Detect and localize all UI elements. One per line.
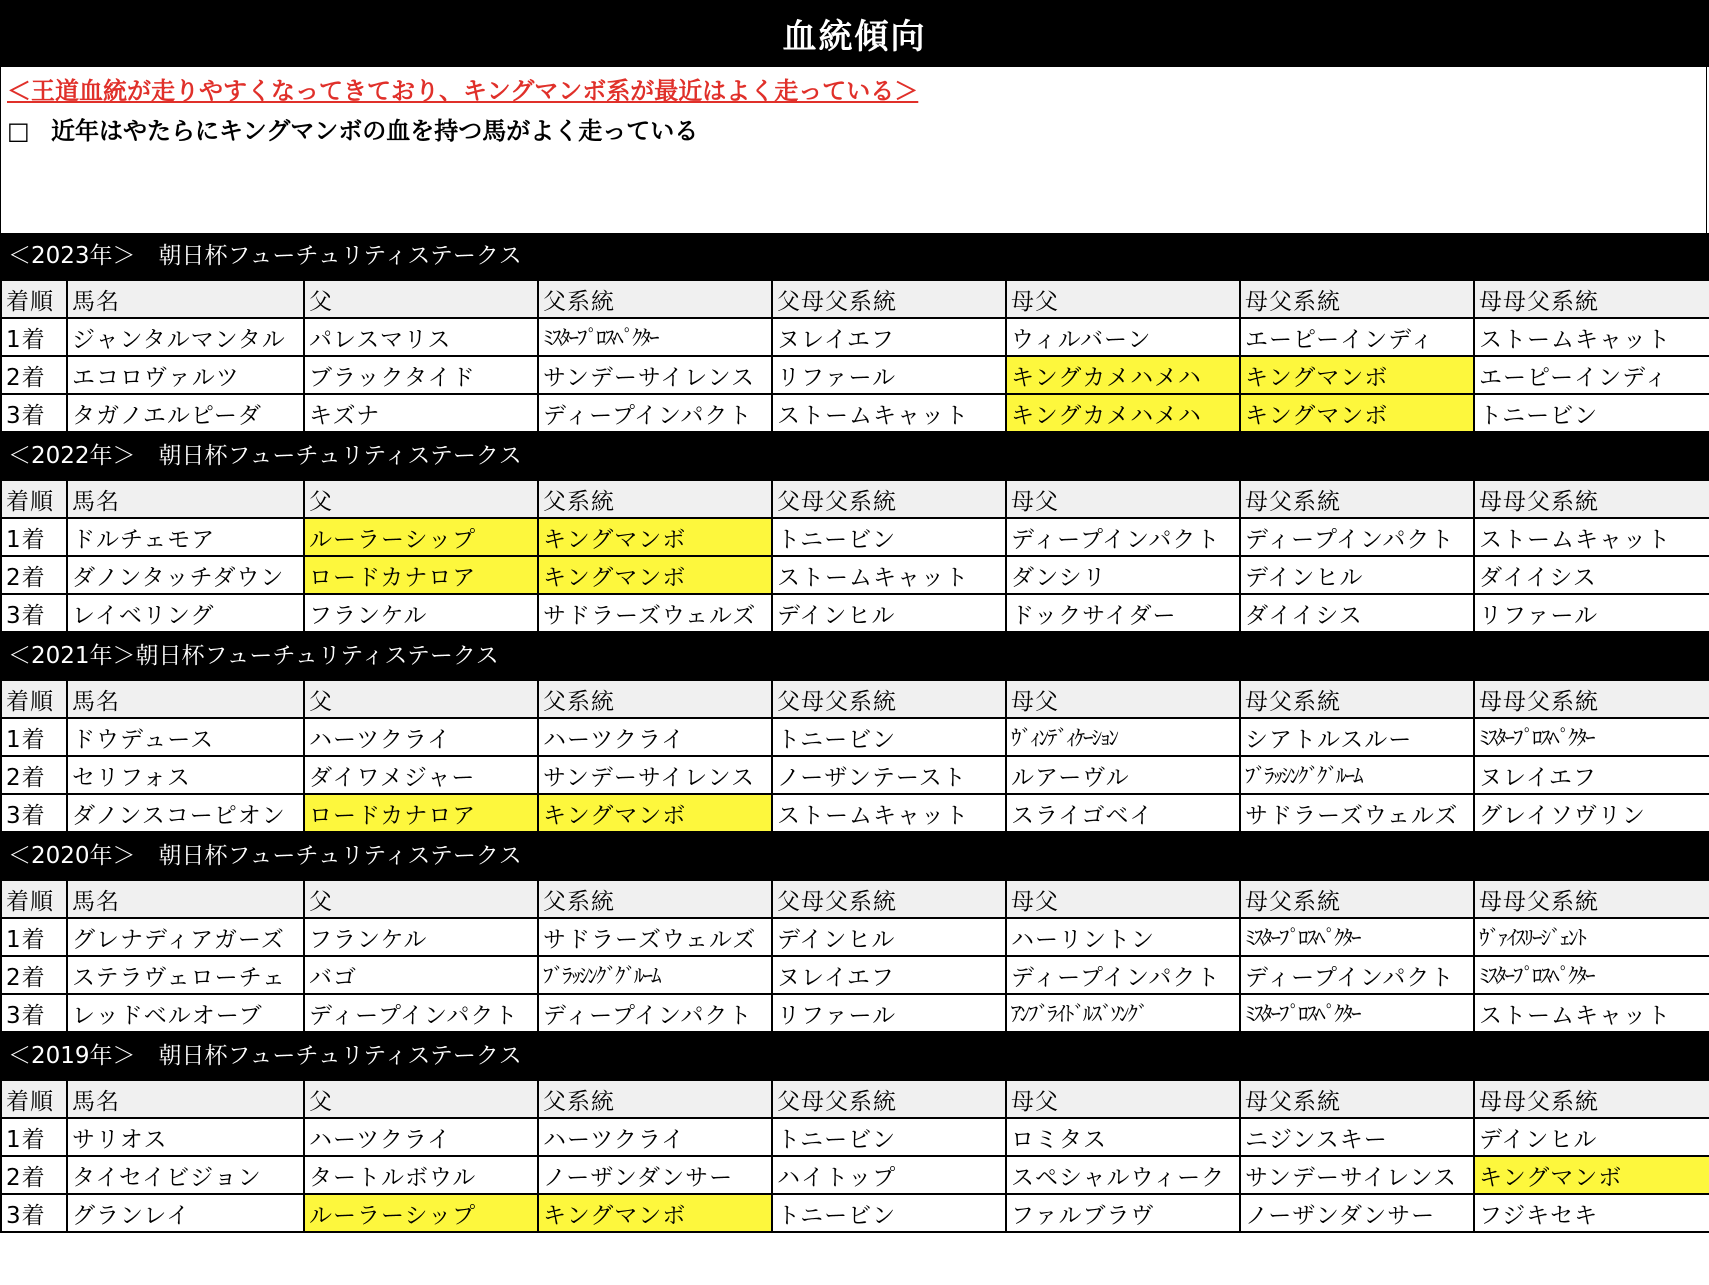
table-cell: リファール: [772, 994, 1006, 1032]
table-cell: ハーツクライ: [304, 718, 538, 756]
table-row: [1, 318, 1709, 356]
table-cell: ヌレイエフ: [772, 318, 1006, 356]
table-cell: キングマンボ: [538, 518, 772, 556]
column-header: 母母父系統: [1474, 480, 1709, 518]
table-row: [1, 994, 1709, 1032]
table-cell: ストームキャット: [772, 394, 1006, 432]
rank-cell: 3着: [1, 594, 67, 632]
table-cell: リファール: [772, 356, 1006, 394]
column-header: 父: [304, 680, 538, 718]
column-header: 父系統: [538, 680, 772, 718]
column-header: 馬名: [67, 880, 304, 918]
table-cell: セリフォス: [67, 756, 304, 794]
table-cell: ﾐｽﾀｰﾌﾟﾛｽﾍﾟｸﾀｰ: [1474, 956, 1709, 994]
column-header: 母父系統: [1240, 680, 1474, 718]
column-header: 着順: [1, 480, 67, 518]
table-cell: サドラーズウェルズ: [538, 918, 772, 956]
column-header: 母父系統: [1240, 880, 1474, 918]
results-table: [0, 479, 1709, 633]
table-cell: スペシャルウィーク: [1006, 1156, 1240, 1194]
table-cell: ルーラーシップ: [304, 518, 538, 556]
table-cell: ダノンタッチダウン: [67, 556, 304, 594]
table-cell: サンデーサイレンス: [538, 356, 772, 394]
column-header: 母父系統: [1240, 480, 1474, 518]
table-cell: トニービン: [1474, 394, 1709, 432]
table-cell: ハーツクライ: [538, 1118, 772, 1156]
table-row: [1, 518, 1709, 556]
column-header: 母父: [1006, 480, 1240, 518]
table-cell: ファルブラヴ: [1006, 1194, 1240, 1232]
table-cell: キングマンボ: [538, 794, 772, 832]
table-cell: キングマンボ: [1240, 356, 1474, 394]
table-cell: ｳﾞｨﾝﾃﾞｨｹｰｼｮﾝ: [1006, 718, 1240, 756]
column-header: 馬名: [67, 1080, 304, 1118]
table-cell: ストームキャット: [1474, 318, 1709, 356]
column-header: 母父: [1006, 880, 1240, 918]
rank-cell: 1着: [1, 518, 67, 556]
table-cell: フランケル: [304, 594, 538, 632]
table-cell: サリオス: [67, 1118, 304, 1156]
table-row: [1, 356, 1709, 394]
page-title: 血統傾向: [0, 0, 1709, 67]
column-header: 母父: [1006, 1080, 1240, 1118]
header-row: [1, 280, 1709, 318]
table-cell: ストームキャット: [1474, 518, 1709, 556]
rank-cell: 3着: [1, 994, 67, 1032]
rank-cell: 3着: [1, 394, 67, 432]
headline: ＜王道血統が走りやすくなってきており、キングマンボ系が最近はよく走っている＞: [7, 77, 919, 105]
table-row: [1, 556, 1709, 594]
table-cell: ステラヴェローチェ: [67, 956, 304, 994]
table-cell: レイベリング: [67, 594, 304, 632]
column-header: 父: [304, 480, 538, 518]
column-header: 母父系統: [1240, 280, 1474, 318]
table-cell: グレイソヴリン: [1474, 794, 1709, 832]
column-header: 馬名: [67, 480, 304, 518]
section-heading: ＜2022年＞ 朝日杯フューチュリティステークス: [0, 433, 1709, 479]
results-table: [0, 879, 1709, 1033]
column-header: 父: [304, 1080, 538, 1118]
table-cell: ダイイシス: [1474, 556, 1709, 594]
table-cell: ディープインパクト: [538, 394, 772, 432]
checkbox-icon: □: [7, 117, 30, 145]
table-cell: ﾌﾞﾗｯｼﾝｸﾞｸﾞﾙｰﾑ: [1240, 756, 1474, 794]
header-row: [1, 480, 1709, 518]
table-cell: エーピーインディ: [1474, 356, 1709, 394]
table-cell: リファール: [1474, 594, 1709, 632]
table-cell: ウィルバーン: [1006, 318, 1240, 356]
table-cell: キングマンボ: [538, 556, 772, 594]
table-row: [1, 918, 1709, 956]
table-cell: ノーザンテースト: [772, 756, 1006, 794]
header-row: [1, 880, 1709, 918]
table-row: [1, 1118, 1709, 1156]
table-cell: パレスマリス: [304, 318, 538, 356]
table-cell: キングカメハメハ: [1006, 394, 1240, 432]
table-cell: ブラックタイド: [304, 356, 538, 394]
table-cell: ドックサイダー: [1006, 594, 1240, 632]
table-cell: ルーラーシップ: [304, 1194, 538, 1232]
table-cell: ストームキャット: [1474, 994, 1709, 1032]
table-row: [1, 794, 1709, 832]
column-header: 父系統: [538, 1080, 772, 1118]
note-text: 近年はやたらにキングマンボの血を持つ馬がよく走っている: [51, 117, 699, 145]
rank-cell: 2着: [1, 556, 67, 594]
table-cell: ディープインパクト: [1240, 518, 1474, 556]
table-cell: ドルチェモア: [67, 518, 304, 556]
rank-cell: 1着: [1, 1118, 67, 1156]
rank-cell: 1着: [1, 918, 67, 956]
section-heading: ＜2019年＞ 朝日杯フューチュリティステークス: [0, 1033, 1709, 1079]
section-heading: ＜2020年＞ 朝日杯フューチュリティステークス: [0, 833, 1709, 879]
table-cell: ｱﾝﾌﾞﾗｲﾄﾞﾙｽﾞｿﾝｸﾞ: [1006, 994, 1240, 1032]
table-cell: ヌレイエフ: [772, 956, 1006, 994]
table-cell: キングマンボ: [1474, 1156, 1709, 1194]
column-header: 母父: [1006, 680, 1240, 718]
table-cell: キングカメハメハ: [1006, 356, 1240, 394]
table-cell: ヌレイエフ: [1474, 756, 1709, 794]
table-cell: エーピーインディ: [1240, 318, 1474, 356]
column-header: 母母父系統: [1474, 280, 1709, 318]
column-header: 着順: [1, 1080, 67, 1118]
table-cell: デインヒル: [1240, 556, 1474, 594]
table-row: [1, 394, 1709, 432]
column-header: 父母父系統: [772, 480, 1006, 518]
table-cell: デインヒル: [1474, 1118, 1709, 1156]
table-cell: ディープインパクト: [304, 994, 538, 1032]
rank-cell: 2着: [1, 956, 67, 994]
table-cell: スライゴベイ: [1006, 794, 1240, 832]
column-header: 父系統: [538, 480, 772, 518]
table-cell: ニジンスキー: [1240, 1118, 1474, 1156]
table-cell: エコロヴァルツ: [67, 356, 304, 394]
table-cell: グランレイ: [67, 1194, 304, 1232]
table-cell: トニービン: [772, 1118, 1006, 1156]
column-header: 父母父系統: [772, 880, 1006, 918]
table-cell: キングマンボ: [1240, 394, 1474, 432]
column-header: 父系統: [538, 880, 772, 918]
column-header: 母父系統: [1240, 1080, 1474, 1118]
table-cell: ジャンタルマンタル: [67, 318, 304, 356]
table-row: [1, 718, 1709, 756]
table-cell: ダンシリ: [1006, 556, 1240, 594]
rank-cell: 3着: [1, 1194, 67, 1232]
column-header: 父母父系統: [772, 1080, 1006, 1118]
column-header: 父系統: [538, 280, 772, 318]
table-cell: デインヒル: [772, 594, 1006, 632]
table-cell: ダイイシス: [1240, 594, 1474, 632]
header-row: [1, 1080, 1709, 1118]
table-cell: ダイワメジャー: [304, 756, 538, 794]
table-cell: タートルボウル: [304, 1156, 538, 1194]
table-cell: ストームキャット: [772, 556, 1006, 594]
table-cell: タガノエルピーダ: [67, 394, 304, 432]
table-cell: ロミタス: [1006, 1118, 1240, 1156]
table-cell: ﾐｽﾀｰﾌﾟﾛｽﾍﾟｸﾀｰ: [538, 318, 772, 356]
table-cell: ハーリントン: [1006, 918, 1240, 956]
results-table: [0, 1079, 1709, 1233]
table-cell: タイセイビジョン: [67, 1156, 304, 1194]
table-cell: ディープインパクト: [1240, 956, 1474, 994]
table-cell: ﾐｽﾀｰﾌﾟﾛｽﾍﾟｸﾀｰ: [1240, 918, 1474, 956]
column-header: 馬名: [67, 680, 304, 718]
note-line: [7, 111, 698, 146]
column-header: 父母父系統: [772, 280, 1006, 318]
table-row: [1, 1194, 1709, 1232]
table-cell: サンデーサイレンス: [1240, 1156, 1474, 1194]
table-cell: サドラーズウェルズ: [1240, 794, 1474, 832]
table-cell: シアトルスルー: [1240, 718, 1474, 756]
table-cell: フランケル: [304, 918, 538, 956]
table-cell: ﾐｽﾀｰﾌﾟﾛｽﾍﾟｸﾀｰ: [1240, 994, 1474, 1032]
column-header: 着順: [1, 280, 67, 318]
notes-panel: [0, 67, 1707, 233]
column-header: 母母父系統: [1474, 680, 1709, 718]
table-cell: ロードカナロア: [304, 556, 538, 594]
table-cell: サドラーズウェルズ: [538, 594, 772, 632]
table-cell: ストームキャット: [772, 794, 1006, 832]
table-cell: バゴ: [304, 956, 538, 994]
column-header: 着順: [1, 880, 67, 918]
table-cell: キングマンボ: [538, 1194, 772, 1232]
column-header: 父: [304, 280, 538, 318]
rank-cell: 2着: [1, 356, 67, 394]
table-cell: レッドベルオーブ: [67, 994, 304, 1032]
table-cell: デインヒル: [772, 918, 1006, 956]
table-cell: ノーザンダンサー: [1240, 1194, 1474, 1232]
table-row: [1, 594, 1709, 632]
table-cell: ロードカナロア: [304, 794, 538, 832]
table-cell: ディープインパクト: [1006, 956, 1240, 994]
table-cell: ノーザンダンサー: [538, 1156, 772, 1194]
column-header: 馬名: [67, 280, 304, 318]
column-header: 母父: [1006, 280, 1240, 318]
table-cell: トニービン: [772, 518, 1006, 556]
table-cell: グレナディアガーズ: [67, 918, 304, 956]
table-cell: トニービン: [772, 1194, 1006, 1232]
rank-cell: 1着: [1, 718, 67, 756]
table-cell: ﾐｽﾀｰﾌﾟﾛｽﾍﾟｸﾀｰ: [1474, 718, 1709, 756]
rank-cell: 3着: [1, 794, 67, 832]
table-cell: ディープインパクト: [538, 994, 772, 1032]
results-table: [0, 279, 1709, 433]
table-cell: ダノンスコーピオン: [67, 794, 304, 832]
rank-cell: 1着: [1, 318, 67, 356]
table-cell: ハーツクライ: [304, 1118, 538, 1156]
section-heading: ＜2021年＞朝日杯フューチュリティステークス: [0, 633, 1709, 679]
section-heading: ＜2023年＞ 朝日杯フューチュリティステークス: [0, 233, 1709, 279]
column-header: 母母父系統: [1474, 1080, 1709, 1118]
column-header: 着順: [1, 680, 67, 718]
results-sections: [0, 233, 1709, 1233]
table-cell: ﾌﾞﾗｯｼﾝｸﾞｸﾞﾙｰﾑ: [538, 956, 772, 994]
table-cell: サンデーサイレンス: [538, 756, 772, 794]
table-cell: ディープインパクト: [1006, 518, 1240, 556]
table-cell: フジキセキ: [1474, 1194, 1709, 1232]
table-cell: トニービン: [772, 718, 1006, 756]
column-header: 父: [304, 880, 538, 918]
header-row: [1, 680, 1709, 718]
table-cell: ルアーヴル: [1006, 756, 1240, 794]
table-cell: ｳﾞｧｲｽﾘｰｼﾞｪﾝﾄ: [1474, 918, 1709, 956]
column-header: 母母父系統: [1474, 880, 1709, 918]
rank-cell: 2着: [1, 756, 67, 794]
table-cell: ハーツクライ: [538, 718, 772, 756]
table-row: [1, 956, 1709, 994]
column-header: 父母父系統: [772, 680, 1006, 718]
table-cell: ハイトップ: [772, 1156, 1006, 1194]
rank-cell: 2着: [1, 1156, 67, 1194]
table-cell: キズナ: [304, 394, 538, 432]
table-cell: ドウデュース: [67, 718, 304, 756]
table-row: [1, 1156, 1709, 1194]
results-table: [0, 679, 1709, 833]
table-row: [1, 756, 1709, 794]
